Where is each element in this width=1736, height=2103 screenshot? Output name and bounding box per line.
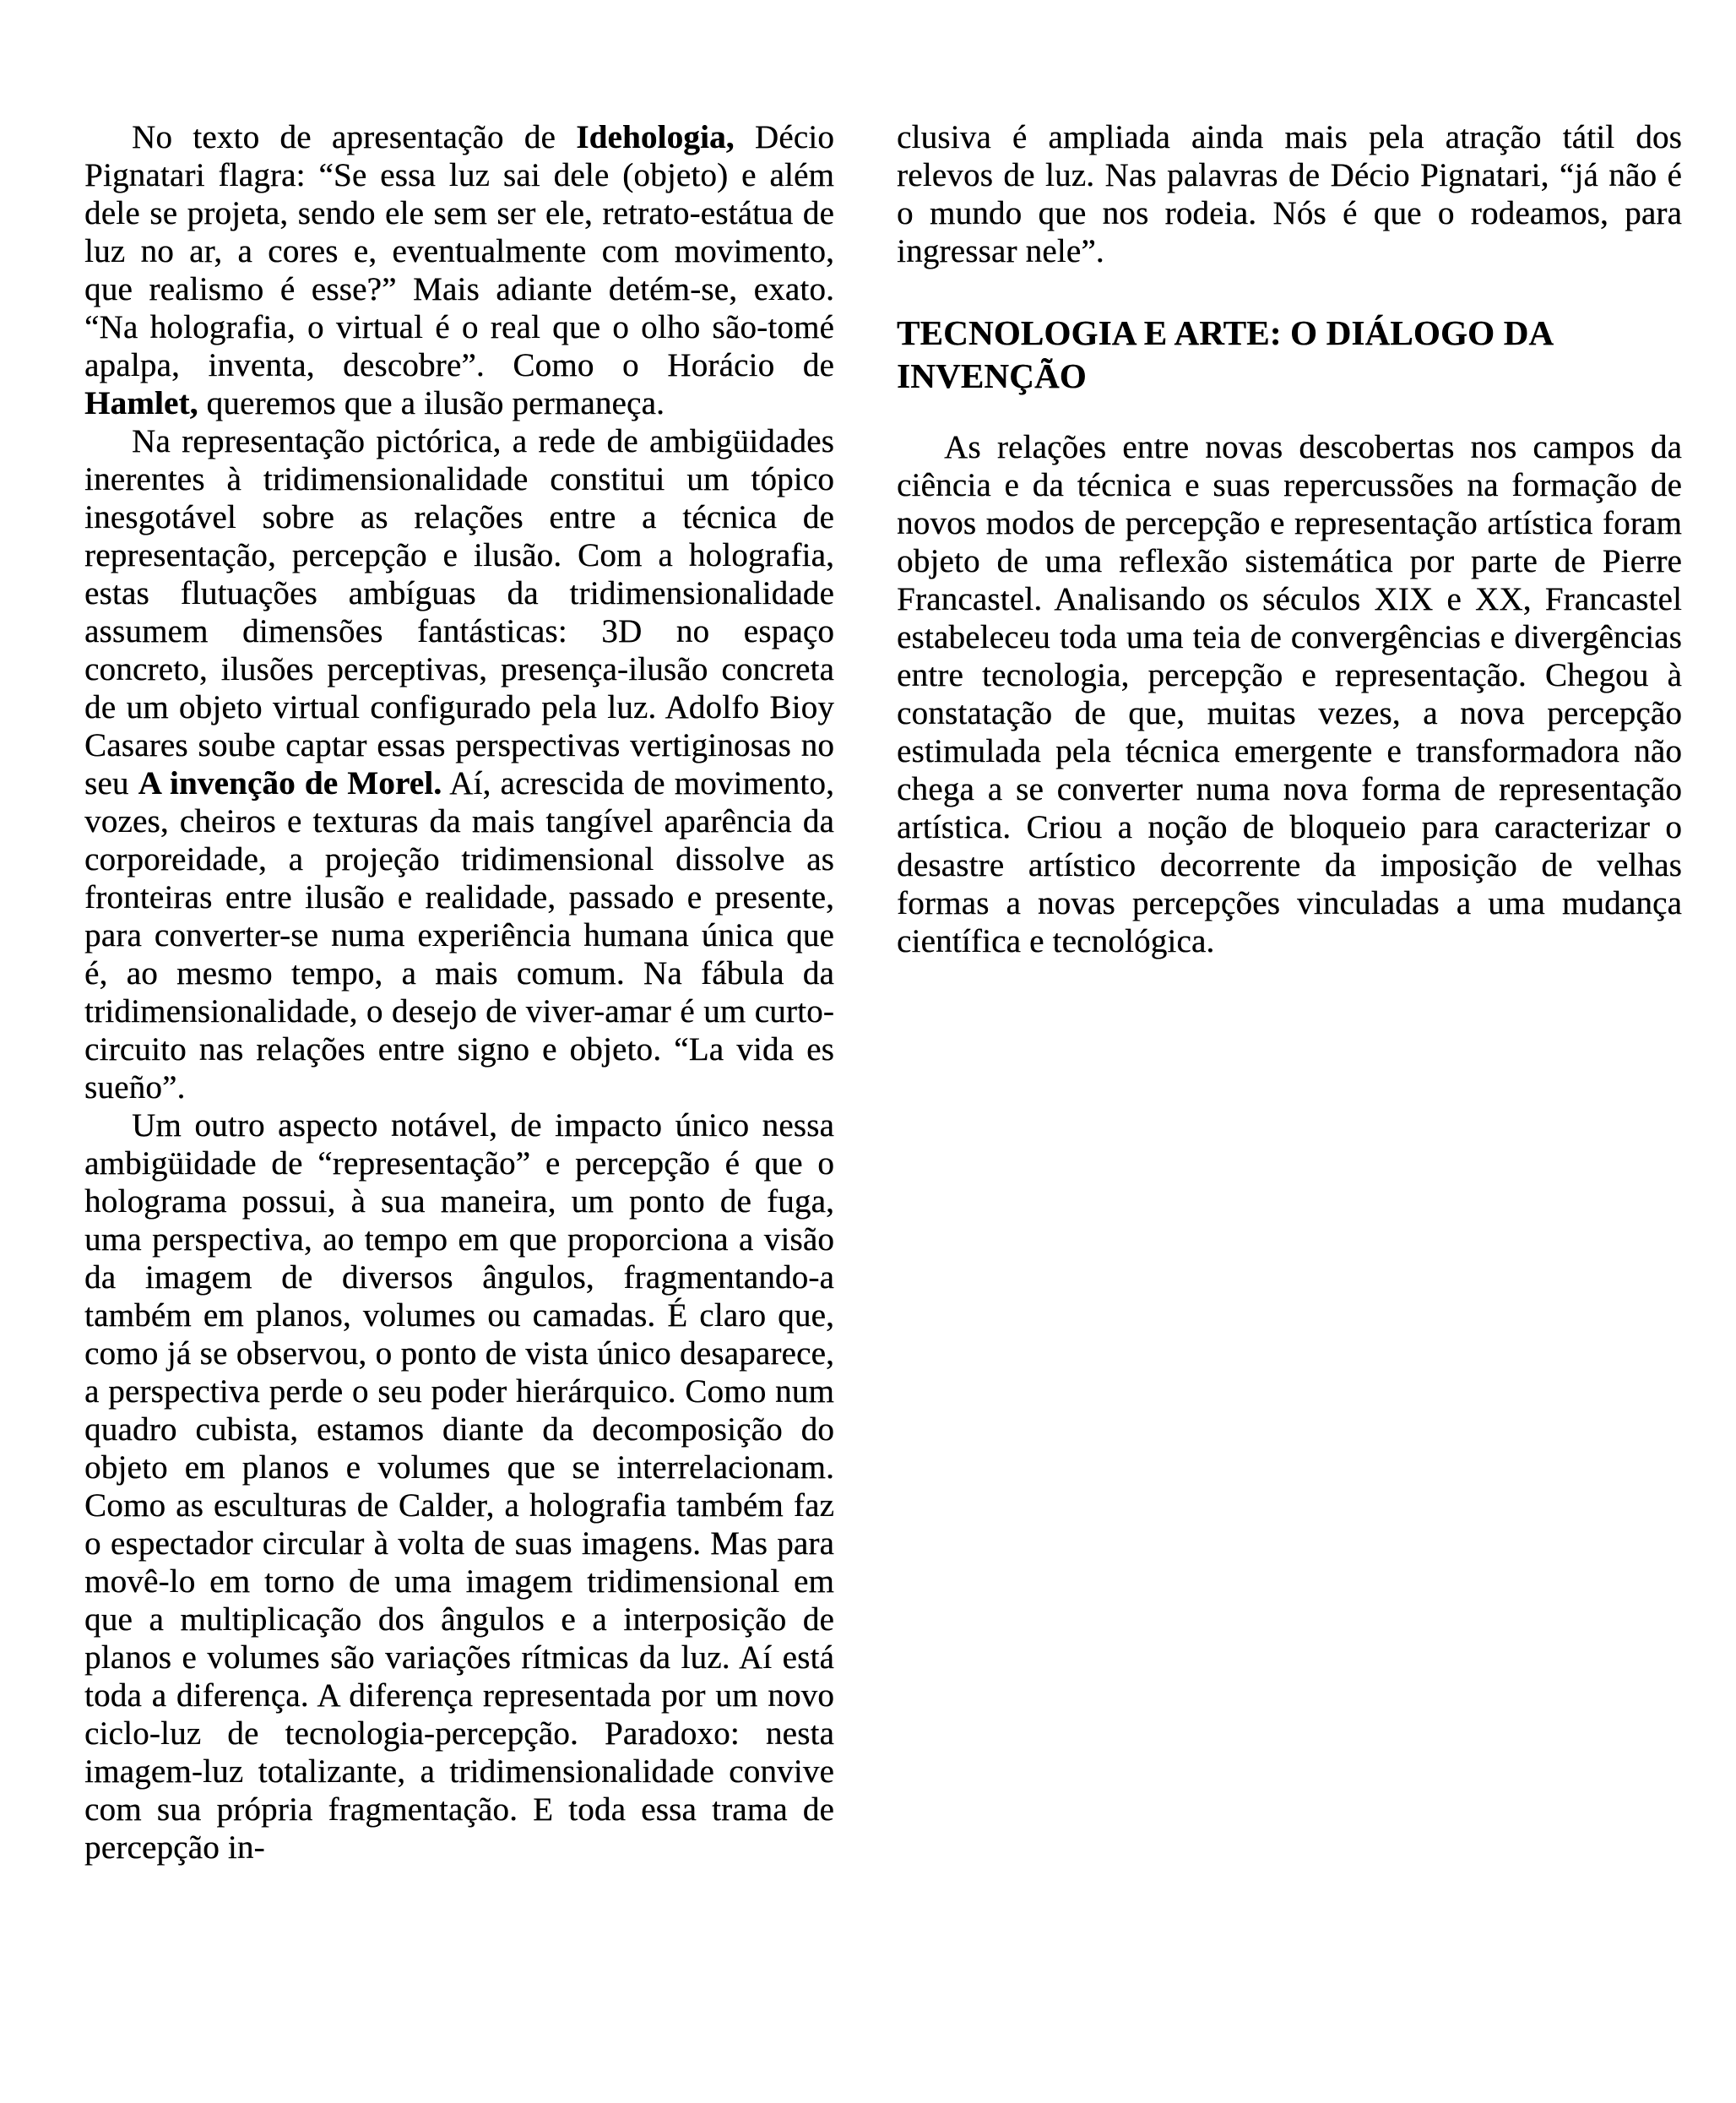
text-run: queremos que a ilusão permaneça.: [198, 385, 665, 421]
bold-text-run: Idehologia,: [576, 119, 735, 155]
paragraph: [897, 118, 1682, 270]
text-run: Aí, acrescida de movimento, vozes, cheiros e texturas da mais tangível aparência da corporeidade, a projeção tridimensional dissolve as fronteiras entre ilusão e realidade, passado e presente, para converter-se numa experiência humana única que é, ao mesmo tempo, a mais comum. Na fábula da tridimensionalidade, o desejo de viver-amar é um curto-circuito nas relações entre signo e objeto. “La vida es sueño”.: [84, 765, 834, 1106]
text-run: No texto de apresentação de: [132, 119, 577, 155]
paragraph: [84, 118, 834, 422]
text-run: Décio Pignatari flagra: “Se essa luz sai dele (objeto) e além dele se projeta, sendo ele sem ser ele, retrato-estátua de luz no ar, a cores e, eventualmente com movimento, que realismo é esse?” Mais adiante detém-se, exato. “Na holografia, o virtual é o real que o olho são-tomé apalpa, inventa, descobre”. Como o Horácio de: [84, 119, 834, 383]
paragraph: [897, 428, 1682, 960]
text-run: Um outro aspecto notável, de impacto único nessa ambigüidade de “representação” e percepção é que o holograma possui, à sua maneira, um ponto de fuga, uma perspectiva, ao tempo em que proporciona a visão da imagem de diversos ângulos, fragmentando-a também em planos, volumes ou camadas. É claro que, como já se observou, o ponto de vista único desaparece, a perspectiva perde o seu poder hierárquico. Como num quadro cubista, estamos diante da decomposição do objeto em planos e volumes que se interrelacionam. Como as esculturas de Calder, a holografia também faz o espectador circular à volta de suas imagens. Mas para movê-lo em torno de uma imagem tridimensional em que a multiplicação dos ângulos e a interposição de planos e volumes são variações rítmicas da luz. Aí está toda a diferença. A diferença representada por um novo ciclo-luz de tecnologia-percepção. Paradoxo: nesta imagem-luz totalizante, a tridimensionalidade convive com sua própria fragmentação. E toda essa trama de percepção in-: [84, 1107, 834, 1866]
left-column: [84, 118, 834, 1867]
paragraph: [84, 422, 834, 1106]
bold-text-run: Hamlet,: [84, 385, 198, 421]
text-run: clusiva é ampliada ainda mais pela atração tátil dos relevos de luz. Nas palavras de Décio Pignatari, “já não é o mundo que nos rodeia. Nós é que o rodeamos, para ingressar nele”.: [897, 119, 1682, 269]
text-run: Na representação pictórica, a rede de ambigüidades inerentes à tridimensionalidade constitui um tópico inesgotável sobre as relações entre a técnica de representação, percepção e ilusão. Com a holografia, estas flutuações ambíguas da tridimensionalidade assumem dimensões fantásticas: 3D no espaço concreto, ilusões perceptivas, presença-ilusão concreta de um objeto virtual configurado pela luz. Adolfo Bioy Casares soube captar essas perspectivas vertiginosas no seu: [84, 423, 834, 802]
section-heading: TECNOLOGIA E ARTE: O DIÁLOGO DA INVENÇÃO: [897, 313, 1552, 395]
text-run: As relações entre novas descobertas nos campos da ciência e da técnica e suas repercussões na formação de novos modos de percepção e representação artística foram objeto de uma reflexão sistemática por parte de Pierre Francastel. Analisando os séculos XIX e XX, Francastel estabeleceu toda uma teia de convergências e divergências entre tecnologia, percepção e representação. Chegou à constatação de que, muitas vezes, a nova percepção estimulada pela técnica emergente e transformadora não chega a se converter numa nova forma de representação artística. Criou a noção de bloqueio para caracterizar o desastre artístico decorrente da imposição de velhas formas a novas percepções vinculadas a uma mudança científica e tecnológica.: [897, 429, 1682, 959]
bold-text-run: A invenção de Morel.: [138, 765, 442, 802]
right-column: [897, 118, 1682, 960]
paragraph: [84, 1106, 834, 1867]
